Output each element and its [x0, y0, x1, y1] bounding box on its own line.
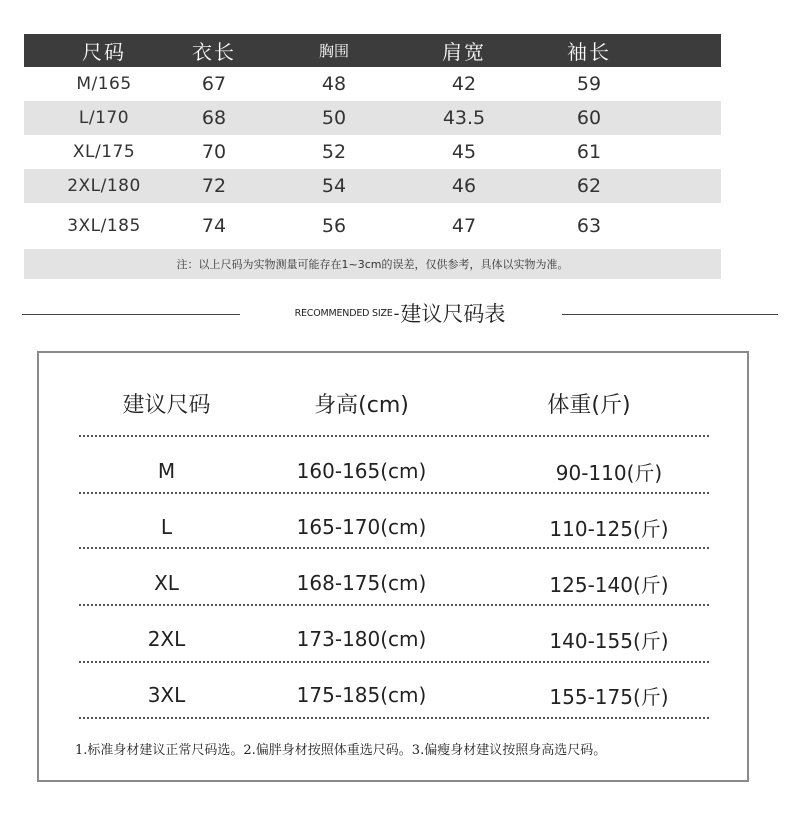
cell-size: M/165: [76, 74, 132, 94]
cell-sleeve: 61: [576, 141, 602, 163]
cell-size: M: [157, 459, 176, 483]
recommend-table-header: [79, 375, 709, 431]
cell-length: 72: [201, 175, 227, 197]
cell-length: 68: [201, 107, 227, 129]
cell-chest: 52: [321, 141, 347, 163]
cell-shoulder: 42: [451, 73, 477, 95]
table-row: [79, 611, 709, 667]
cell-sleeve: 63: [576, 215, 602, 237]
cell-size: 2XL/180: [67, 176, 141, 196]
cell-weight: 155-175(斤): [549, 684, 669, 709]
cell-size: XL/175: [72, 142, 136, 162]
cell-length: 74: [201, 215, 227, 237]
cell-size: 3XL: [147, 683, 186, 707]
divider-left: [22, 314, 240, 315]
table-row: [79, 667, 709, 723]
dotted-divider: [79, 717, 709, 719]
header-size: 尺码: [82, 40, 126, 64]
dotted-divider: [79, 547, 709, 549]
cell-chest: 56: [321, 215, 347, 237]
recommend-table: [37, 351, 749, 782]
cell-sleeve: 60: [576, 107, 602, 129]
size-table: [24, 34, 721, 279]
header-height: 身高(cm): [314, 392, 409, 418]
cell-chest: 50: [321, 107, 347, 129]
cell-sleeve: 62: [576, 175, 602, 197]
header-sleeve: 袖长: [567, 40, 611, 64]
cell-length: 70: [201, 141, 227, 163]
banner-english: RECOMMENDED SIZE: [294, 307, 393, 319]
banner-dash: -: [393, 303, 400, 323]
cell-chest: 48: [321, 73, 347, 95]
cell-size: L: [160, 515, 173, 539]
table-row: [24, 169, 721, 203]
cell-sleeve: 59: [576, 73, 602, 95]
cell-size: L/170: [78, 108, 130, 128]
recommended-size-banner: [250, 297, 550, 329]
table-row: [24, 203, 721, 249]
cell-chest: 54: [321, 175, 347, 197]
cell-weight: 125-140(斤): [549, 572, 669, 597]
cell-size: XL: [154, 571, 179, 595]
table-row: [24, 67, 721, 101]
cell-height: 173-180(cm): [296, 627, 427, 651]
dotted-divider: [79, 492, 709, 494]
cell-size: 3XL/185: [67, 216, 141, 236]
table-row: [24, 101, 721, 135]
cell-weight: 90-110(斤): [555, 460, 663, 485]
table-row: [79, 443, 709, 499]
cell-height: 160-165(cm): [296, 459, 427, 483]
header-shoulder: 肩宽: [442, 40, 486, 64]
cell-shoulder: 43.5: [442, 107, 486, 129]
cell-weight: 140-155(斤): [549, 628, 669, 653]
header-weight: 体重(斤): [547, 392, 631, 418]
table-row: [24, 135, 721, 169]
recommend-table-note: 1.标准身材建议正常尺码选。2.偏胖身材按照体重选尺码。3.偏瘦身材建议按照身高选尺码。: [75, 743, 607, 758]
cell-length: 67: [201, 73, 227, 95]
size-table-header: [24, 34, 721, 67]
header-chest: 胸围: [318, 42, 349, 60]
cell-height: 175-185(cm): [296, 683, 427, 707]
header-length: 衣长: [192, 40, 236, 64]
table-row: [79, 555, 709, 611]
dotted-divider: [79, 435, 709, 437]
dotted-divider: [79, 661, 709, 663]
cell-shoulder: 45: [451, 141, 477, 163]
cell-size: 2XL: [147, 627, 186, 651]
cell-height: 168-175(cm): [296, 571, 427, 595]
cell-height: 165-170(cm): [296, 515, 427, 539]
cell-shoulder: 47: [451, 215, 477, 237]
cell-weight: 110-125(斤): [549, 516, 669, 541]
banner-chinese: 建议尺码表: [400, 302, 506, 326]
header-recommended-size: 建议尺码: [122, 392, 211, 418]
dotted-divider: [79, 604, 709, 606]
size-table-note: 注：以上尺码为实物测量可能存在1~3cm的误差，仅供参考，具体以实物为准。: [24, 249, 721, 279]
divider-right: [562, 314, 778, 315]
cell-shoulder: 46: [451, 175, 477, 197]
